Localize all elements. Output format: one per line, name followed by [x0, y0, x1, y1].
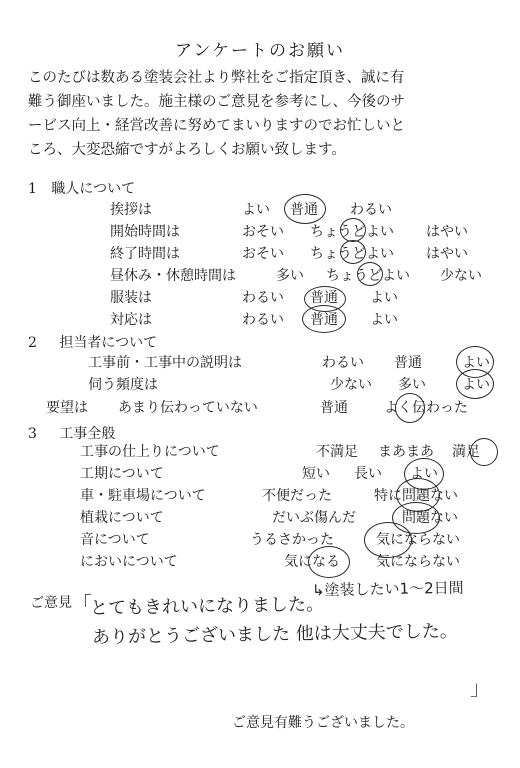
- intro-line: このたびは数ある塗装会社より弊社をご指定頂き、誠に有: [28, 70, 405, 86]
- question-row: [0, 485, 520, 507]
- question-label: 開始時間は: [110, 224, 180, 240]
- option-choice[interactable]: 不満足: [316, 444, 358, 460]
- question-row: [0, 221, 520, 243]
- section-2-heading: [28, 332, 157, 352]
- option-choice[interactable]: よい: [370, 290, 398, 306]
- question-label: 要望は: [46, 400, 88, 416]
- comment-line-2[interactable]: ありがとうございました 他は大丈夫でした。: [91, 620, 458, 649]
- question-label: 終了時間は: [110, 246, 180, 262]
- question-label: 植栽について: [80, 510, 164, 526]
- comment-close-bracket: 」: [469, 675, 491, 701]
- comment-label: ご意見: [29, 594, 73, 612]
- option-choice[interactable]: わるい: [242, 312, 284, 328]
- option-choice[interactable]: よい: [462, 377, 490, 393]
- intro-line: ービス向上・経営改善に努めてまいりますのでお忙しいと: [28, 118, 405, 134]
- question-row: [0, 529, 520, 551]
- question-row: [0, 397, 520, 419]
- question-row: [0, 374, 520, 396]
- option-choice[interactable]: よく伝わった: [384, 400, 468, 416]
- intro-line: ころ、大変恐縮ですがよろしくお願い致します。: [28, 142, 346, 158]
- question-label: 工事前・工事中の説明は: [88, 355, 242, 371]
- option-choice[interactable]: おそい: [242, 224, 284, 240]
- option-choice[interactable]: 不便だった: [262, 488, 332, 504]
- question-row: [0, 507, 520, 529]
- option-choice[interactable]: 多い: [276, 268, 304, 284]
- option-choice[interactable]: はやい: [426, 246, 468, 262]
- question-label: 音について: [80, 532, 150, 548]
- question-row: [0, 265, 520, 287]
- option-choice[interactable]: 気になる: [284, 554, 340, 570]
- question-row: [0, 199, 520, 221]
- option-choice[interactable]: 普通: [290, 202, 318, 218]
- option-choice[interactable]: ちょうどよい: [326, 268, 410, 284]
- question-label: 工事の仕上りについて: [80, 444, 220, 460]
- option-choice[interactable]: 普通: [394, 355, 422, 371]
- option-choice[interactable]: わるい: [322, 355, 364, 371]
- option-choice[interactable]: ちょうどよい: [310, 246, 394, 262]
- question-row: [0, 551, 520, 573]
- section-3-heading: [28, 423, 115, 443]
- question-row: [0, 352, 520, 374]
- option-choice[interactable]: 長い: [354, 466, 382, 482]
- option-choice[interactable]: よい: [410, 466, 438, 482]
- option-choice[interactable]: よい: [370, 312, 398, 328]
- option-choice[interactable]: 多い: [398, 377, 426, 393]
- option-choice[interactable]: ちょうどよい: [310, 224, 394, 240]
- option-choice[interactable]: だいぶ傷んだ: [272, 510, 356, 526]
- option-choice[interactable]: 普通: [310, 290, 338, 306]
- section-number: 3: [28, 426, 37, 442]
- option-choice[interactable]: 普通: [320, 400, 348, 416]
- intro-paragraph: [28, 66, 498, 162]
- section-title: 担当者について: [59, 335, 158, 351]
- option-choice[interactable]: 短い: [302, 466, 330, 482]
- option-choice[interactable]: 気にならない: [376, 554, 460, 570]
- question-row: [0, 287, 520, 309]
- question-row: [0, 309, 520, 331]
- section-title: 工事全般: [59, 426, 116, 442]
- option-choice[interactable]: わるい: [242, 290, 284, 306]
- section-number: 2: [28, 335, 37, 351]
- option-choice[interactable]: わるい: [350, 202, 392, 218]
- option-choice[interactable]: よい: [242, 202, 270, 218]
- section-title: 職人について: [51, 181, 136, 197]
- option-choice[interactable]: 特に問題ない: [374, 488, 458, 504]
- option-choice[interactable]: 満足: [452, 444, 480, 460]
- question-row: [0, 243, 520, 265]
- page-title: アンケートのお願い: [175, 41, 345, 61]
- option-choice[interactable]: はやい: [426, 224, 468, 240]
- intro-line: 難う御座いました。施主様のご意見を参考にし、今後のサ: [28, 94, 405, 110]
- option-choice[interactable]: まあまあ: [378, 444, 434, 460]
- question-row: [0, 463, 520, 485]
- question-label: 車・駐車場について: [80, 488, 206, 504]
- question-label: においについて: [80, 554, 178, 570]
- option-choice[interactable]: 少ない: [330, 377, 372, 393]
- option-choice[interactable]: あまり伝わっていない: [118, 400, 258, 416]
- option-choice[interactable]: おそい: [242, 246, 284, 262]
- comment-line-1[interactable]: とてもきれいになりました。: [89, 593, 325, 620]
- option-choice[interactable]: 問題ない: [402, 510, 458, 526]
- question-label: 工期について: [80, 466, 164, 482]
- question-label: 伺う頻度は: [88, 377, 158, 393]
- option-choice[interactable]: よい: [462, 355, 490, 371]
- comment-note[interactable]: ↳塗装したい1〜2日間: [311, 578, 464, 600]
- option-choice[interactable]: 気にならない: [376, 532, 460, 548]
- option-choice[interactable]: 普通: [310, 312, 338, 328]
- question-label: 対応は: [110, 312, 152, 328]
- question-row: [0, 441, 520, 463]
- question-label: 挨拶は: [110, 202, 152, 218]
- section-1-heading: [28, 178, 135, 198]
- comment-open-bracket: 「: [71, 591, 93, 617]
- section-number: 1: [28, 181, 37, 197]
- question-label: 昼休み・休憩時間は: [110, 268, 236, 284]
- question-label: 服装は: [110, 290, 152, 306]
- option-choice[interactable]: 少ない: [440, 268, 482, 284]
- option-choice[interactable]: うるさかった: [250, 532, 334, 548]
- closing-message: ご意見有難うございました。: [232, 715, 414, 731]
